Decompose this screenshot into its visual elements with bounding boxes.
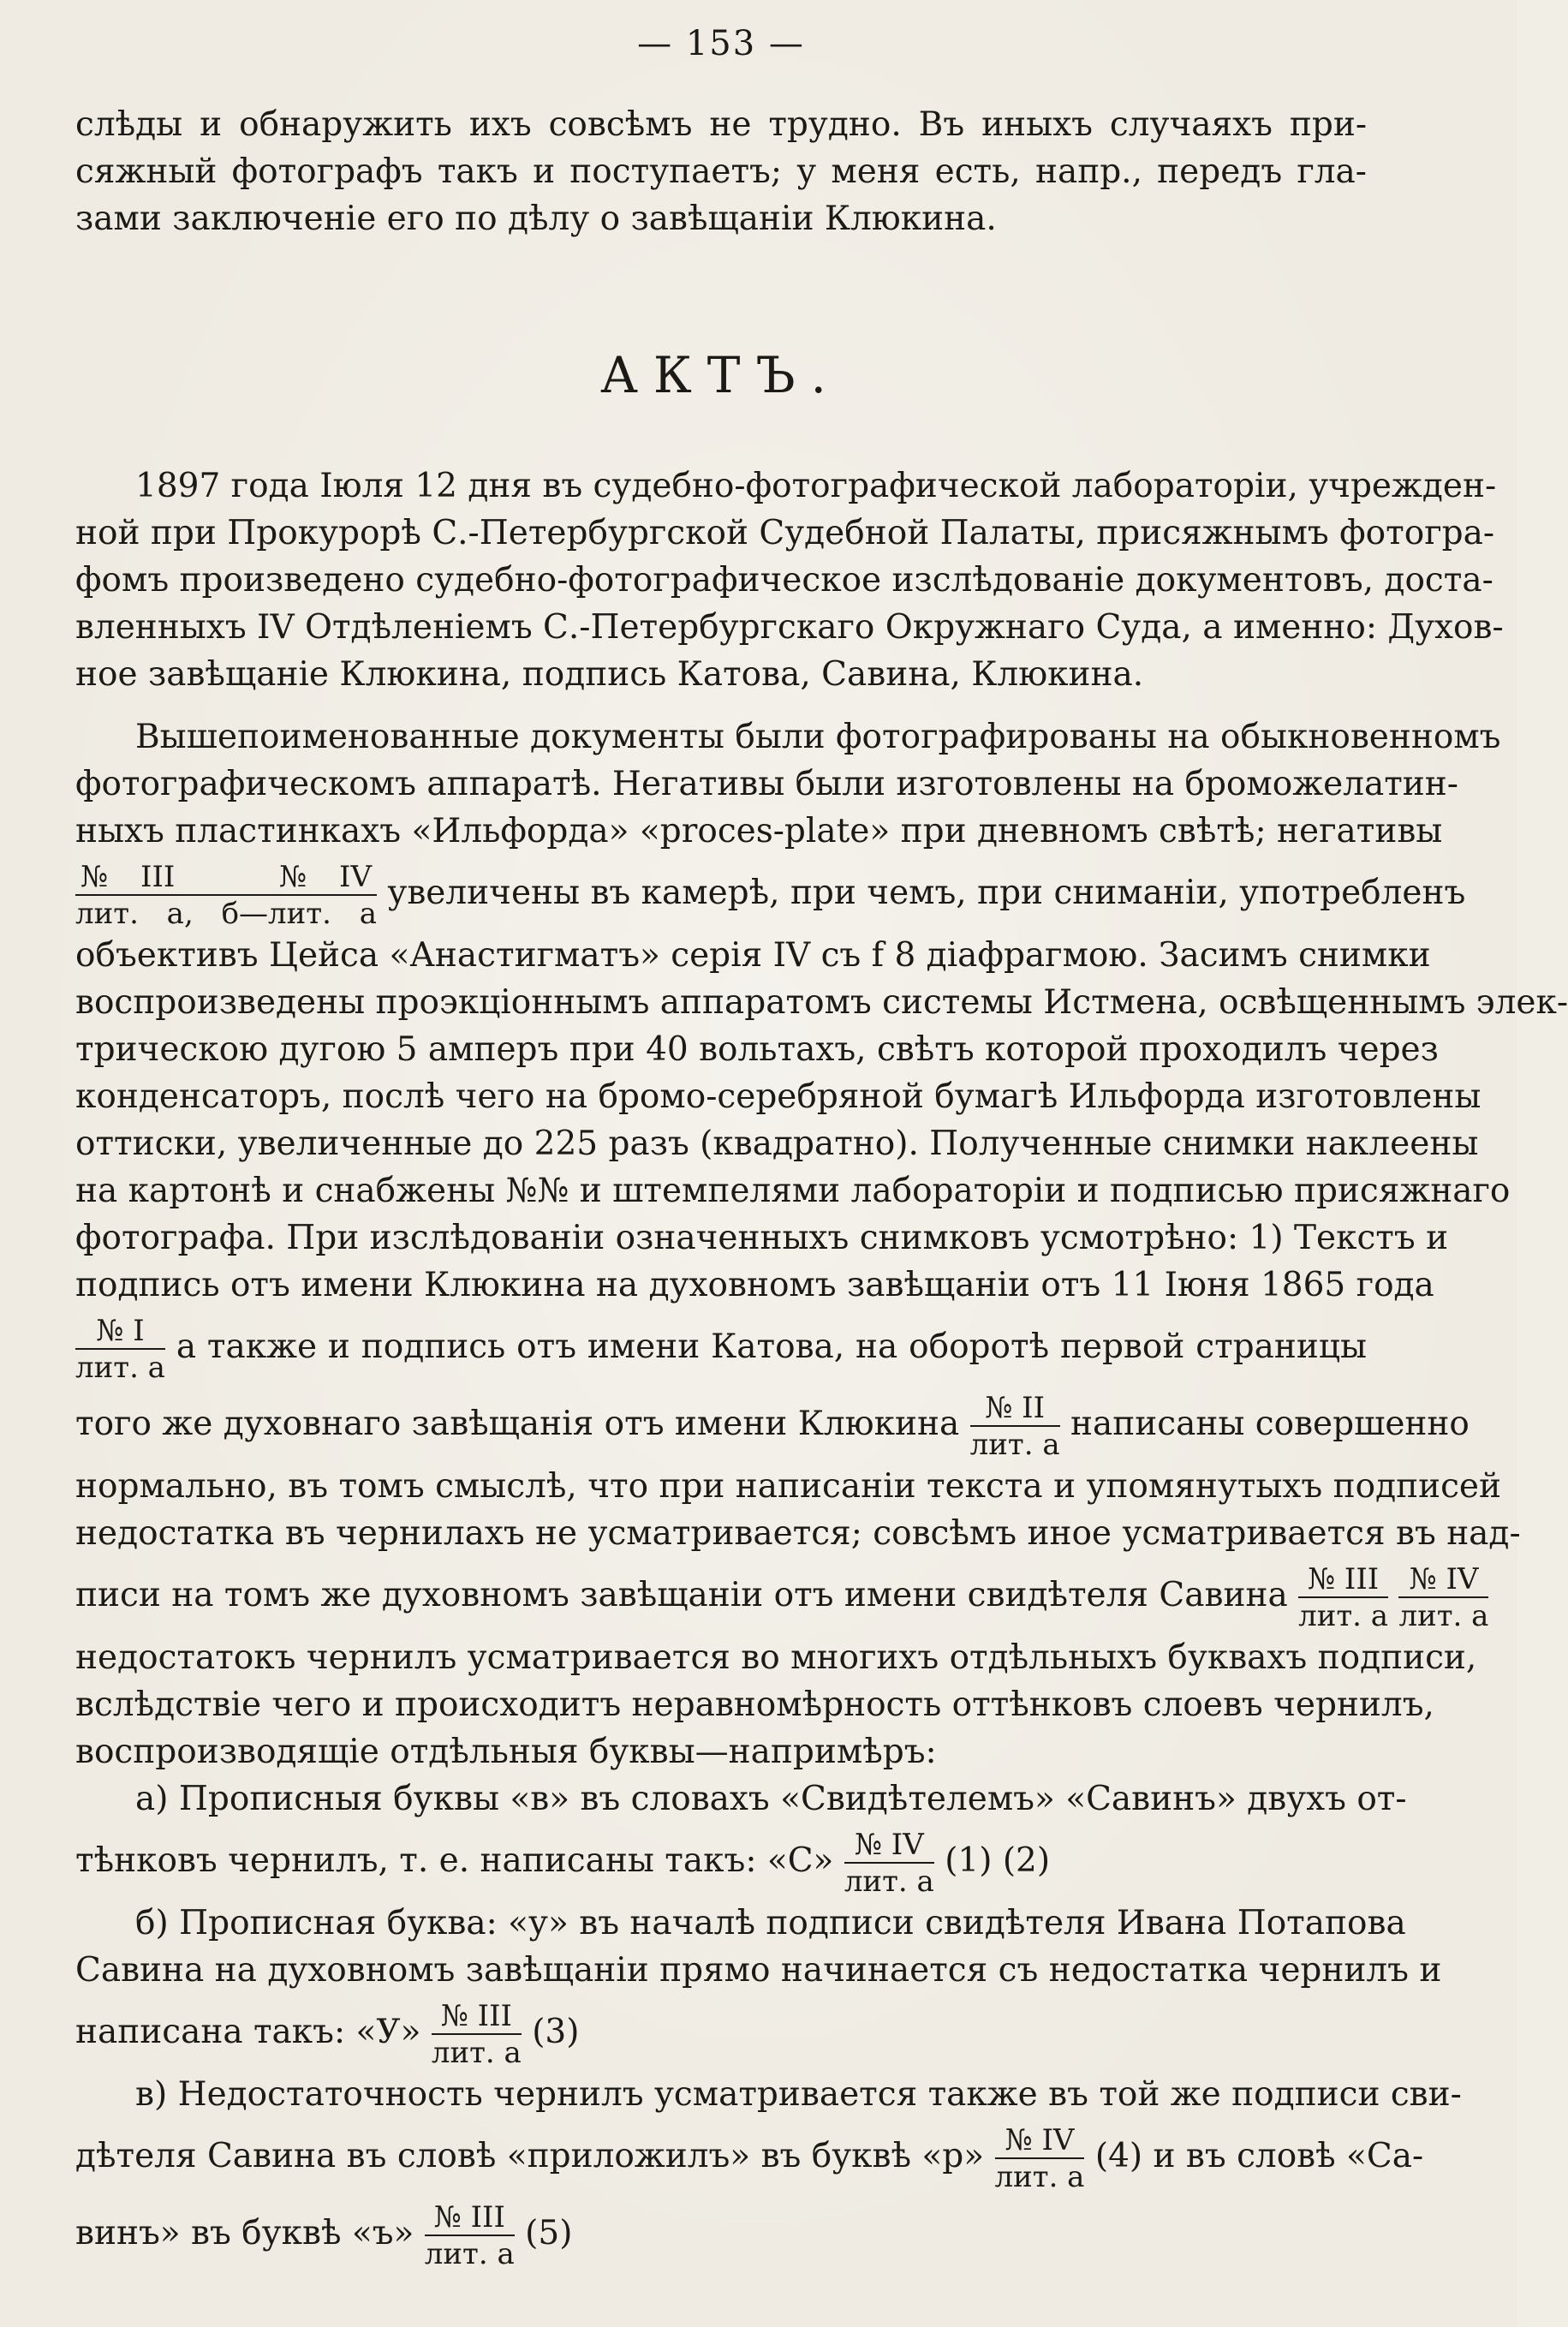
- fraction: [844, 1827, 934, 1899]
- text-line: ныхъ пластинкахъ «Ильфорда» «proces-plate» при дневномъ свѣтѣ; негативы: [75, 812, 1443, 850]
- paragraph-1: [75, 462, 1504, 698]
- text-line: Вышепоименованные документы были фотографированы на обыкновенномъ: [135, 718, 1501, 756]
- text-line: 1897 года Іюля 12 дня въ судебно-фотографической лабораторіи, учрежден-: [135, 467, 1497, 505]
- fraction-numerator: № III: [80, 859, 176, 894]
- fraction: [1398, 1561, 1489, 1633]
- text-line-with-fraction: [75, 1823, 1367, 1900]
- text-run: (4) и въ словѣ «Са-: [1094, 2137, 1424, 2175]
- text-line-with-fraction: [75, 2118, 1424, 2195]
- text-line-with-fraction: [75, 2195, 1367, 2272]
- text-line: недостатокъ чернилъ усматривается во многихъ отдѣльныхъ буквахъ подписи,: [75, 1638, 1477, 1677]
- fraction-denominator: лит. а: [1298, 1598, 1389, 1633]
- page-number: — 153 —: [637, 24, 805, 63]
- fraction-denominator: лит. а: [1398, 1598, 1489, 1633]
- text-line: воспроизведены проэкціоннымъ аппаратомъ системы Истмена, освѣщеннымъ элек-: [75, 983, 1568, 1022]
- text-run: писи на томъ же духовномъ завѣщаніи отъ имени свидѣтеля Савина: [75, 1576, 1288, 1614]
- fraction: [969, 1390, 1060, 1462]
- text-line: вленныхъ IV Отдѣленіемъ С.-Петербургскаго Окружнаго Суда, а именно: Духов-: [75, 608, 1504, 647]
- fraction-numerator: № III: [432, 2002, 522, 2035]
- text-line: а) Прописныя буквы «в» въ словахъ «Свидѣтелемъ» «Савинъ» двухъ от-: [135, 1780, 1407, 1818]
- text-line: фомъ произведено судебно-фотографическое изслѣдованіе документовъ, доста-: [75, 561, 1493, 600]
- text-line: воспроизводящіе отдѣльныя буквы—напримѣръ:: [75, 1733, 937, 1771]
- text-line: вслѣдствіе чего и происходитъ неравномѣрность оттѣнковъ слоевъ чернилъ,: [75, 1686, 1434, 1724]
- text-run: винъ» въ буквѣ «ъ»: [75, 2214, 414, 2252]
- item-c: [75, 2071, 1462, 2272]
- fraction: [75, 1313, 165, 1385]
- fraction-denominator: лит. а: [844, 1864, 934, 1899]
- fraction-denominator: б—лит. а: [221, 896, 377, 931]
- text-line: б) Прописная буква: «у» въ началѣ подписи свидѣтеля Ивана Потапова: [135, 1904, 1406, 1942]
- text-line: в) Недостаточность чернилъ усматривается также въ той же подписи сви-: [135, 2075, 1462, 2114]
- text-run: (1) (2): [945, 1841, 1051, 1880]
- text-run: (3): [532, 2013, 580, 2051]
- text-line: слѣды и обнаружить ихъ совсѣмъ не трудно. Въ иныхъ случаяхъ при-: [75, 105, 1367, 144]
- text-run: увеличены въ камерѣ, при чемъ, при сниманіи, употребленъ: [387, 874, 1466, 912]
- fraction-denominator: лит. а: [969, 1427, 1060, 1462]
- text-run: написана такъ: «У»: [75, 2013, 421, 2051]
- item-b: [75, 1900, 1442, 2071]
- fraction-denominator: лит. а: [431, 2035, 522, 2070]
- text-line-with-fraction: [75, 1994, 1367, 2071]
- fraction-numerator: № IV: [995, 2126, 1085, 2159]
- fraction-numerator: № III: [1298, 1565, 1388, 1598]
- fraction: [424, 2199, 515, 2271]
- text-line: Савина на духовномъ завѣщаніи прямо начинается съ недостатка чернилъ и: [75, 1951, 1442, 1990]
- text-line-with-fraction: [75, 1386, 1470, 1463]
- text-line: ной при Прокурорѣ С.-Петербургской Судебной Палаты, присяжнымъ фотогра-: [75, 514, 1495, 552]
- text-line: на картонѣ и снабжены №№ и штемпелями лабораторіи и подписью присяжнаго: [75, 1172, 1511, 1210]
- negative-fraction: [75, 859, 377, 931]
- text-line: фотографа. При изслѣдованіи означенныхъ снимковъ усмотрѣно: 1) Текстъ и: [75, 1219, 1449, 1257]
- text-line: оттиски, увеличенные до 225 разъ (квадратно). Полученные снимки наклеены: [75, 1125, 1479, 1163]
- text-line: сяжный фотографъ такъ и поступаетъ; у меня есть, напр., передъ гла-: [75, 152, 1367, 191]
- item-a: [75, 1775, 1407, 1900]
- text-line: фотографическомъ аппаратѣ. Негативы были изготовлены на броможелатин-: [75, 765, 1458, 803]
- text-line: подпись отъ имени Клюкина на духовномъ завѣщаніи отъ 11 Іюня 1865 года: [75, 1266, 1434, 1304]
- text-line: конденсаторъ, послѣ чего на бромо-серебряной бумагѣ Ильфорда изготовлены: [75, 1077, 1482, 1116]
- intro-paragraph: [75, 101, 1367, 242]
- text-line: объективъ Цейса «Анастигматъ» серія IV съ f 8 діафрагмою. Засимъ снимки: [75, 936, 1431, 975]
- text-line: нормально, въ томъ смыслѣ, что при написаніи текста и упомянутыхъ подписей: [75, 1467, 1501, 1506]
- fraction-denominator: лит. а: [994, 2159, 1085, 2194]
- text-line: трическою дугою 5 амперъ при 40 вольтахъ, свѣтъ которой проходилъ через: [75, 1030, 1439, 1069]
- text-run: написаны совершенно: [1070, 1405, 1470, 1443]
- fraction-numerator: № IV: [844, 1830, 934, 1864]
- text-run: а также и подпись отъ имени Катова, на оборотѣ первой страницы: [176, 1328, 1367, 1366]
- fraction-numerator: № I: [75, 1316, 165, 1350]
- fraction: [431, 1998, 522, 2070]
- fraction-denominator: лит. а: [424, 2236, 515, 2271]
- text-line-with-fraction: [75, 855, 1466, 932]
- fraction-numerator: № III: [425, 2203, 515, 2236]
- text-line: зами заключеніе его по дѣлу о завѣщаніи Клюкина.: [75, 200, 997, 238]
- text-line: недостатка въ чернилахъ не усматривается; совсѣмъ иное усматривается въ над-: [75, 1514, 1521, 1553]
- fraction-denominator: лит. а: [75, 1350, 165, 1385]
- fraction-denominator: лит. а,: [75, 896, 194, 931]
- act-title: АКТЪ.: [599, 346, 842, 404]
- text-line-with-fraction: [75, 1309, 1367, 1386]
- fraction-numerator: № II: [970, 1393, 1060, 1427]
- text-line-with-fraction: [75, 1557, 1489, 1634]
- fraction-numerator: № IV: [278, 859, 372, 894]
- text-line: ное завѣщаніе Клюкина, подпись Катова, Савина, Клюкина.: [75, 655, 1144, 694]
- text-run: (5): [525, 2214, 573, 2252]
- fraction: [994, 2122, 1085, 2194]
- text-run: дѣтеля Савина въ словѣ «приложилъ» въ буквѣ «р»: [75, 2137, 985, 2175]
- text-run: тѣнковъ чернилъ, т. е. написаны такъ: «С»: [75, 1841, 834, 1880]
- fraction-numerator: № IV: [1398, 1565, 1488, 1598]
- paragraph-2: [75, 713, 1568, 1775]
- fraction: [1298, 1561, 1389, 1633]
- text-run: того же духовнаго завѣщанія отъ имени Клюкина: [75, 1405, 960, 1443]
